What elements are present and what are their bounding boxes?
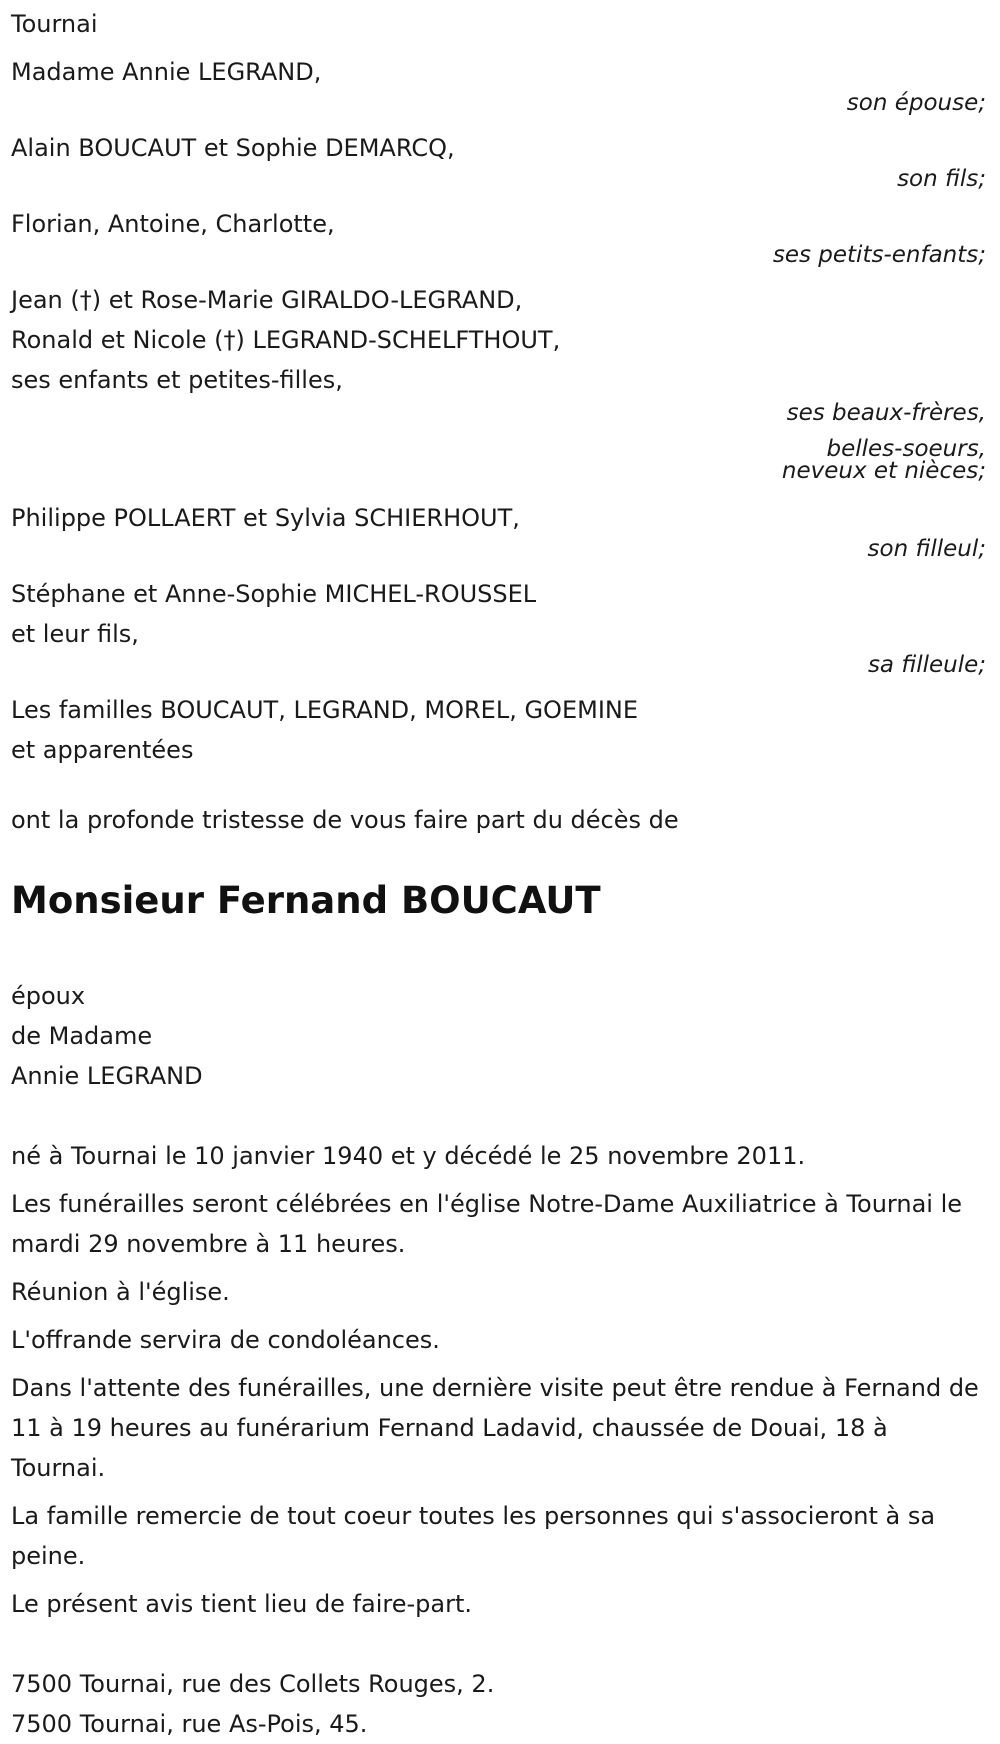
relation-role: son épouse; (846, 90, 986, 116)
family-names: Ronald et Nicole (†) LEGRAND-SCHELFTHOUT, (11, 326, 561, 354)
family-names: Madame Annie LEGRAND, (11, 58, 322, 86)
thanks-paragraph: La famille remercie de tout coeur toutes les personnes qui s'associeront à sa peine. (11, 1502, 936, 1570)
spouse-line: de Madame (11, 1022, 153, 1050)
family-entry-in-laws (11, 280, 986, 482)
city-heading: Tournai (11, 10, 98, 38)
family-entry-families (11, 690, 986, 770)
family-entry-godson (11, 498, 986, 560)
birth-death-paragraph: né à Tournai le 10 janvier 1940 et y décédé le 25 novembre 2011. (11, 1142, 806, 1170)
visit-paragraph: Dans l'attente des funérailles, une dernière visite peut être rendue à Fernand de 11 à 19 heures au funérarium Fernand Ladavid, chaussée de Douai, 18 à Tournai. (11, 1374, 979, 1482)
deceased-name: Monsieur Fernand BOUCAUT (11, 879, 601, 922)
family-names: et leur fils, (11, 620, 139, 648)
announcement-intro: ont la profonde tristesse de vous faire part du décès de (11, 806, 679, 834)
relation-role: ses beaux-frères, (786, 400, 986, 426)
family-names: et apparentées (11, 736, 194, 764)
address-line: 7500 Tournai, rue As-Pois, 45. (11, 1710, 368, 1738)
meeting-paragraph: Réunion à l'église. (11, 1278, 230, 1306)
family-names: Jean (†) et Rose-Marie GIRALDO-LEGRAND, (11, 286, 523, 314)
family-names: Florian, Antoine, Charlotte, (11, 210, 335, 238)
family-entry-goddaughter (11, 574, 986, 676)
family-names: Alain BOUCAUT et Sophie DEMARCQ, (11, 134, 455, 162)
details-block (11, 1136, 986, 1624)
notice-paragraph: Le présent avis tient lieu de faire-part. (11, 1590, 473, 1618)
relation-role: ses petits-enfants; (772, 242, 986, 268)
family-entry-spouse (11, 52, 986, 114)
spouse-line: Annie LEGRAND (11, 1062, 203, 1090)
family-names: Philippe POLLAERT et Sylvia SCHIERHOUT, (11, 504, 520, 532)
relation-role: son filleul; (867, 536, 986, 562)
obituary-document (11, 4, 986, 1744)
address-line: 7500 Tournai, rue des Collets Rouges, 2. (11, 1670, 495, 1698)
family-names: ses enfants et petites-filles, (11, 366, 343, 394)
family-entry-grandchildren (11, 204, 986, 266)
family-entry-son (11, 128, 986, 190)
address-block (11, 1664, 986, 1744)
relation-role: belles-soeurs, (826, 436, 986, 462)
spouse-block (11, 976, 986, 1096)
family-names: Les familles BOUCAUT, LEGRAND, MOREL, GOEMINE (11, 696, 639, 724)
relation-role: sa filleule; (867, 652, 986, 678)
relation-role: son fils; (897, 166, 986, 192)
funeral-paragraph: Les funérailles seront célébrées en l'église Notre-Dame Auxiliatrice à Tournai le mardi 29 novembre à 11 heures. (11, 1190, 962, 1258)
relation-role: neveux et nièces; (781, 458, 986, 484)
family-names: Stéphane et Anne-Sophie MICHEL-ROUSSEL (11, 580, 537, 608)
spouse-line: époux (11, 982, 86, 1010)
offering-paragraph: L'offrande servira de condoléances. (11, 1326, 440, 1354)
